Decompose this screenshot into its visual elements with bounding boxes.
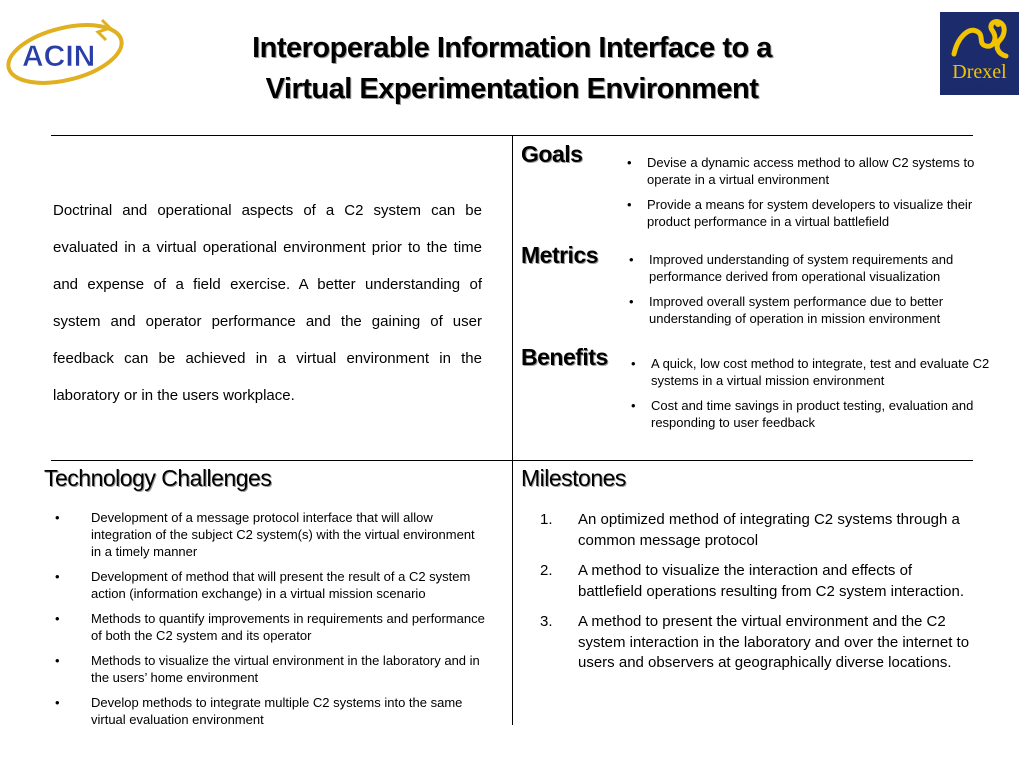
bullet: • [629, 294, 634, 309]
acin-logo-text: ACIN [22, 40, 96, 73]
divider-vertical [512, 135, 513, 725]
milestones-heading: Milestones [521, 465, 626, 491]
bullet: • [627, 155, 632, 170]
bullet: • [55, 611, 60, 626]
metric-text: Improved overall system performance due to better understanding of operation in mission environment [649, 294, 944, 326]
bullet: • [631, 356, 636, 371]
milestone-number: 1. [540, 511, 553, 528]
list-item [55, 509, 486, 560]
list-item [631, 355, 1023, 389]
challenge-text: Development of a message protocol interface that will allow integration of the subject C2 system(s) with the virtual environment in a timely manner [91, 510, 475, 559]
benefit-text: A quick, low cost method to integrate, test and evaluate C2 systems in a virtual mission environment [651, 356, 990, 388]
metrics-list [629, 251, 999, 335]
list-item [629, 251, 999, 285]
list-item [631, 397, 1023, 431]
milestone-number: 3. [540, 613, 553, 630]
benefit-text: Cost and time savings in product testing, evaluation and responding to user feedback [651, 398, 974, 430]
list-item [540, 561, 978, 602]
drexel-wordmark: Drexel [952, 61, 1007, 83]
drexel-logo [940, 12, 1019, 95]
list-item [627, 196, 997, 230]
challenge-text: Methods to quantify improvements in requirements and performance of both the C2 system and its operator [91, 611, 485, 643]
dragon-icon [948, 16, 1010, 62]
bullet: • [627, 197, 632, 212]
list-item [540, 612, 978, 674]
page-title [160, 28, 864, 110]
list-item [55, 568, 486, 602]
bullet: • [629, 252, 634, 267]
bullet: • [55, 695, 60, 710]
technology-challenges-list [55, 509, 486, 736]
title-line-2: Virtual Experimentation Environment [265, 73, 759, 105]
bullet: • [631, 398, 636, 413]
challenge-text: Development of method that will present the result of a C2 system action (information exchange) in a virtual mission scenario [91, 569, 471, 601]
metrics-heading: Metrics [521, 242, 599, 268]
goals-list [627, 154, 997, 238]
milestone-text: An optimized method of integrating C2 systems through a common message protocol [578, 511, 960, 549]
milestone-text: A method to visualize the interaction and effects of battlefield operations resulting from C2 system interaction. [578, 562, 965, 600]
list-item [627, 154, 997, 188]
bullet: • [55, 569, 60, 584]
intro-paragraph: Doctrinal and operational aspects of a C2 system can be evaluated in a virtual operational environment prior to the time and expense of a field exercise. A better understanding of system and operator performance and the gaining of user feedback can be achieved in a virtual environment in the laboratory or in the users workplace. [53, 202, 482, 404]
goals-heading: Goals [521, 141, 583, 167]
milestone-text: A method to present the virtual environment and the C2 system interaction in the laboratory and over the internet to users and observers at geographically diverse locations. [578, 613, 970, 671]
challenge-text: Develop methods to integrate multiple C2 systems into the same virtual evaluation environment [91, 695, 463, 727]
drexel-university-label: UNIVERSITY [950, 85, 1008, 92]
goal-text: Devise a dynamic access method to allow C2 systems to operate in a virtual environment [647, 155, 975, 187]
list-item [55, 652, 486, 686]
technology-challenges-heading: Technology Challenges [44, 465, 272, 491]
benefits-heading: Benefits [521, 344, 608, 370]
list-item [55, 694, 486, 728]
acin-logo [2, 14, 128, 88]
metric-text: Improved understanding of system requirements and performance derived from operational visualization [649, 252, 954, 284]
list-item [629, 293, 999, 327]
list-item [55, 610, 486, 644]
bullet: • [55, 653, 60, 668]
benefits-list [631, 355, 1023, 439]
list-item [540, 510, 978, 551]
goal-text: Provide a means for system developers to visualize their product performance in a virtual battlefield [647, 197, 973, 229]
title-line-1: Interoperable Information Interface to a [252, 32, 772, 64]
challenge-text: Methods to visualize the virtual environment in the laboratory and in the users’ home environment [91, 653, 480, 685]
milestones-list [540, 510, 978, 684]
bullet: • [55, 510, 60, 525]
milestone-number: 2. [540, 562, 553, 579]
